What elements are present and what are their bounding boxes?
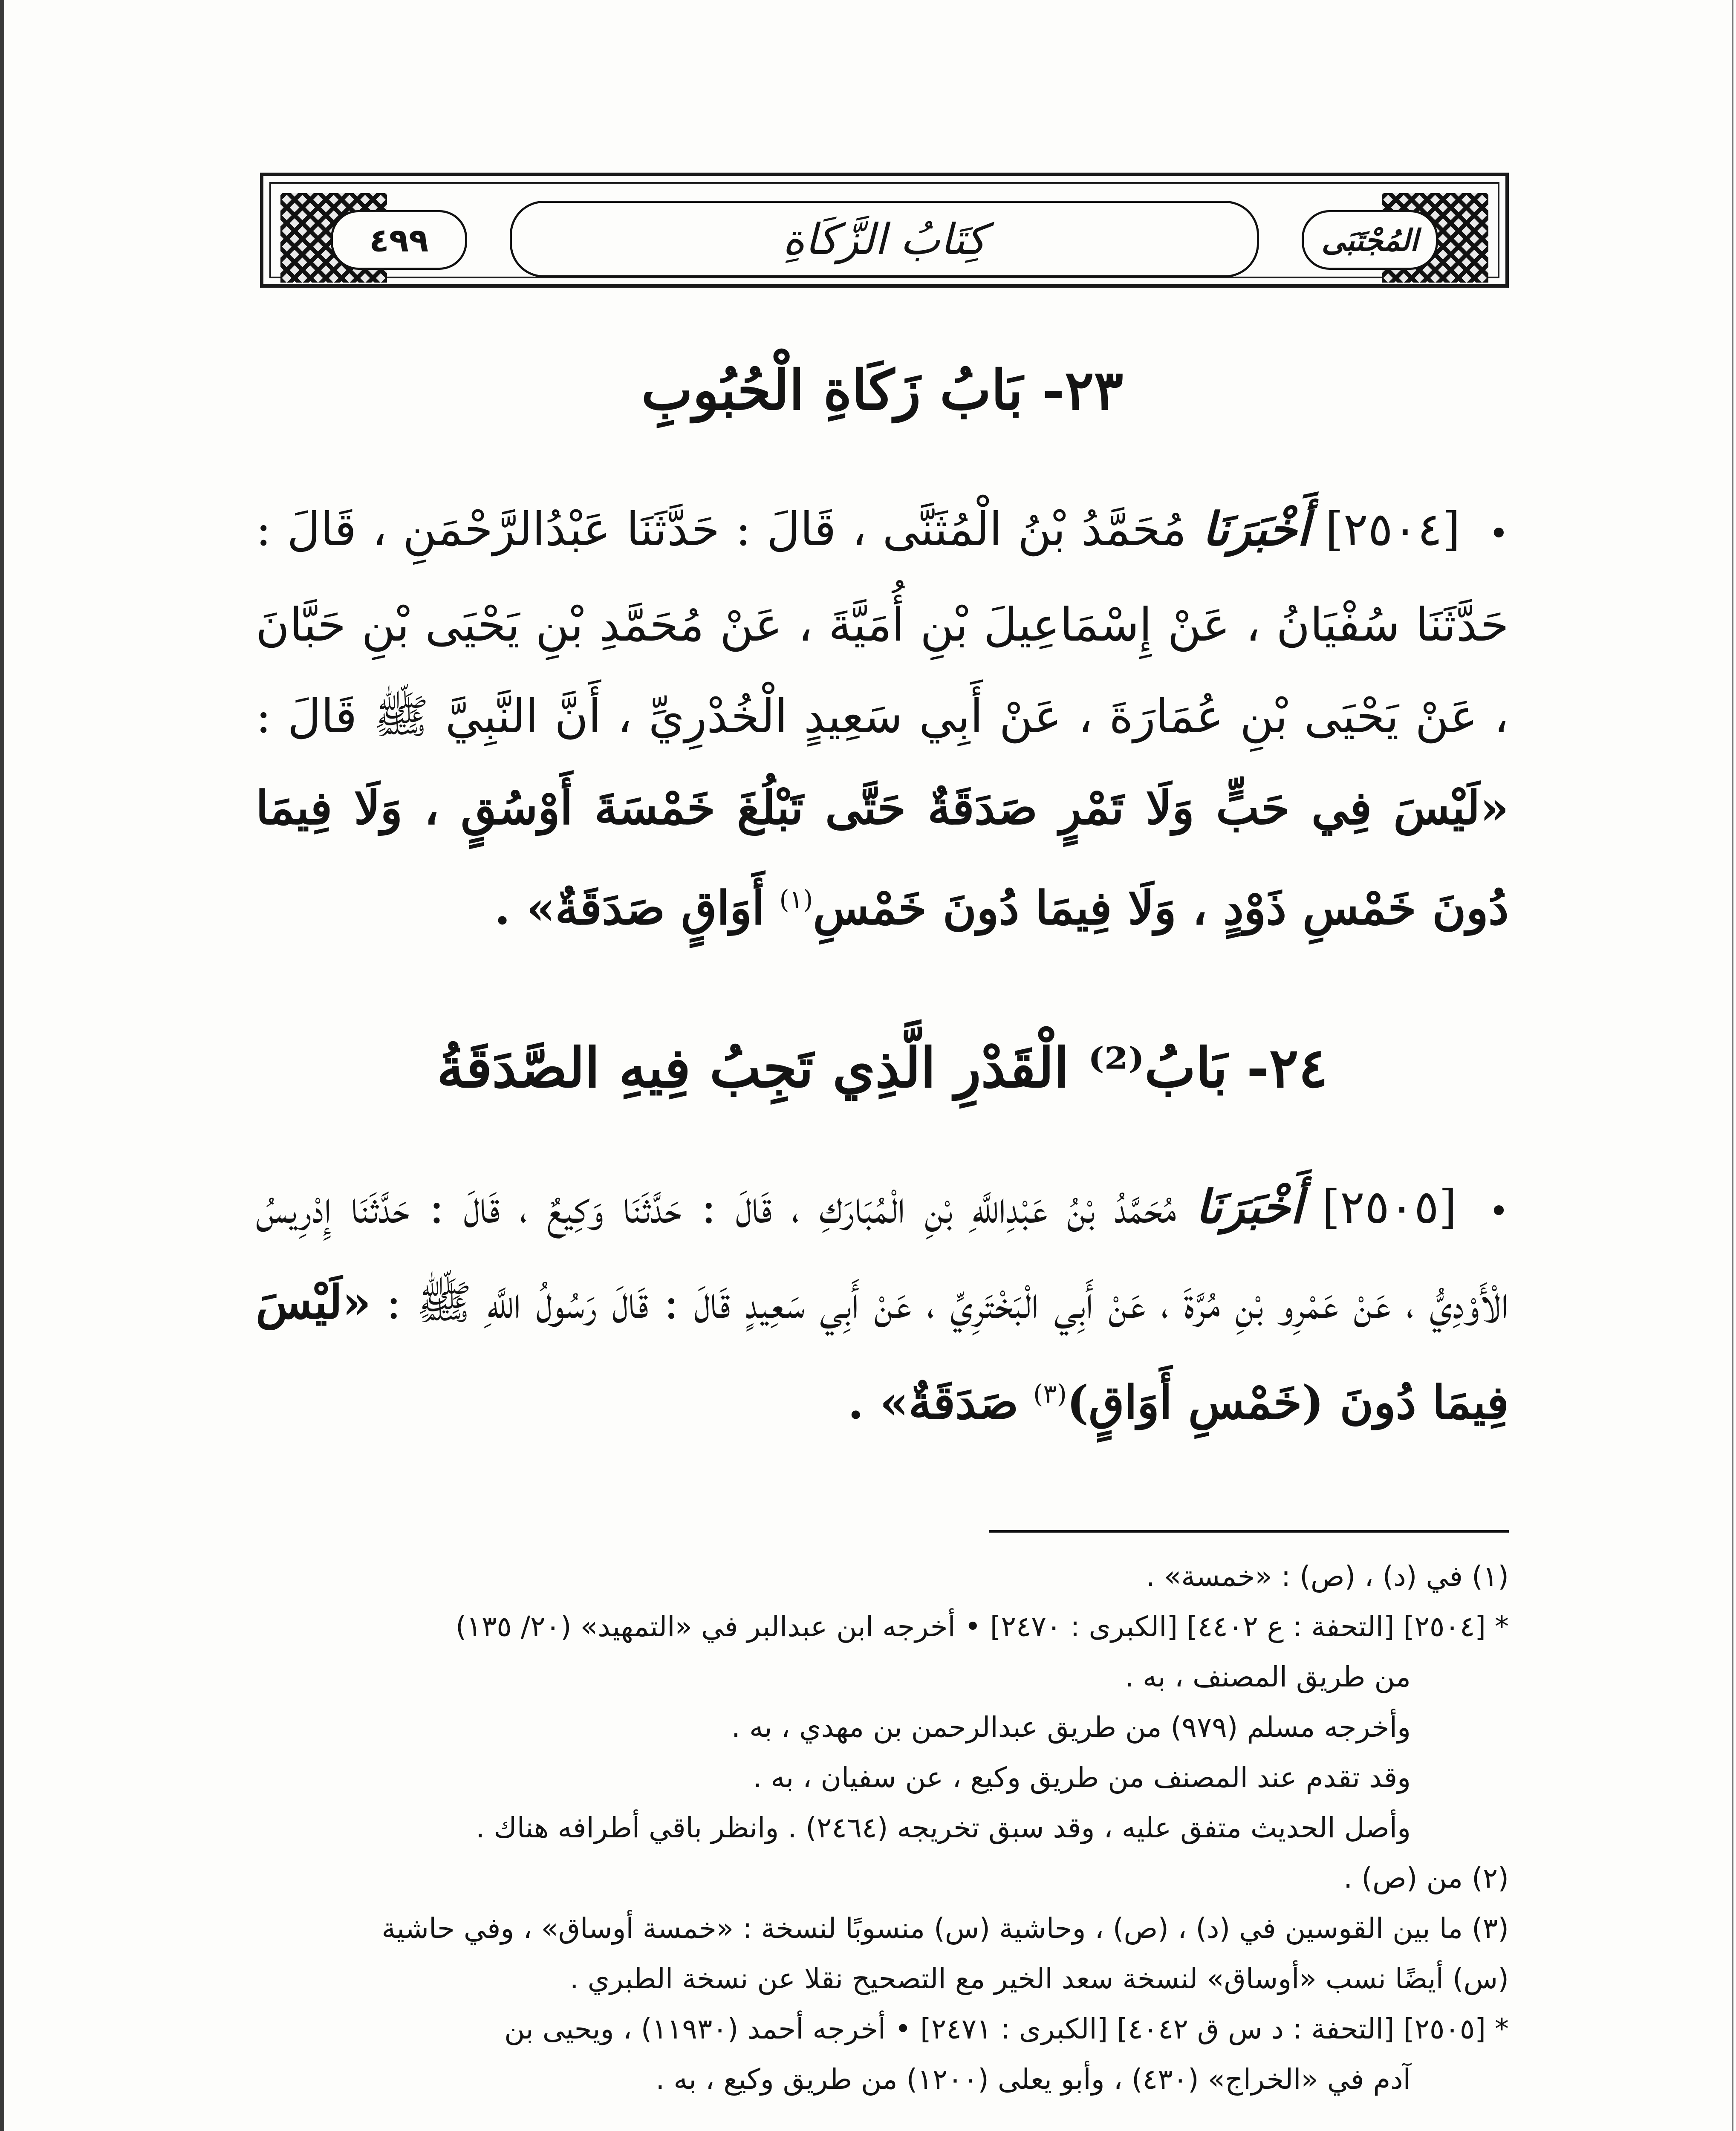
matn-text: «لَيْسَ فِي حَبٍّ وَلَا تَمْرٍ صَدَقَةٌ حَتَّى تَبْلُغَ خَمْسَةَ أَوْسُقٍ ، وَلَا فِيمَا دُونَ خَمْسِ ذَوْدٍ ، وَلَا فِيمَا دُونَ خَمْسِ — [256, 781, 1509, 935]
isnad-text: مُحَمَّدُ بْنُ الْمُثَنَّى ، قَالَ : حَدَّثَنَا عَبْدُالرَّحْمَنِ ، قَالَ : حَدَّثَنَا سُفْيَانُ ، عَنْ إِسْمَاعِيلَ بْنِ أُمَيَّةَ ، عَنْ مُحَمَّدِ بْنِ يَحْيَى بْنِ حَبَّانَ ، عَنْ يَحْيَى بْنِ عُمَارَةَ ، عَنْ أَبِي سَعِيدٍ الْخُدْرِيِّ ، أَنَّ النَّبِيَّ ﷺ قَالَ : — [256, 503, 1509, 743]
bullet-icon: • — [1488, 1191, 1509, 1231]
takhrij-note-line: آدم في «الخراج» (٤٣٠) ، وأبو يعلى (١٢٠٠) من طريق وكيع ، به . — [656, 2063, 1411, 2096]
takhrij-note: * [٢٥٠٤] [التحفة : ع ٤٤٠٢] [الكبرى : ٢٤٧٠] • أخرجه ابن عبدالبر في «التمهيد» (٢٠/ ١٣٥) — [455, 1610, 1509, 1643]
footnote: (٣) ما بين القوسين في (د) ، (ص) ، وحاشية (س) منسوبًا لنسخة : «خمسة أوساق» ، وفي حاشية — [381, 1912, 1509, 1945]
footnote-ref: (١) — [779, 885, 813, 915]
takhrij-note: * [٢٥٠٥] [التحفة : د س ق ٤٠٤٢] [الكبرى : ٢٤٧١] • أخرجه أحمد (١١٩٣٠) ، ويحيى بن — [504, 2013, 1509, 2045]
footnote: (٢) من (ص) . — [1343, 1862, 1509, 1894]
takhrij-note-line: من طريق المصنف ، به . — [1125, 1660, 1411, 1693]
hadith-paragraph — [256, 484, 1509, 954]
page-number: ٤٩٩ — [331, 210, 467, 270]
scan-edge-right — [1732, 0, 1733, 2131]
book-name: المُجْتَبَى — [1302, 210, 1438, 270]
matn-text-end: أَوَاقٍ صَدَقَةٌ» . — [494, 881, 765, 935]
chapter-heading: ٢٤- بَابُ⁽²⁾ الْقَدْرِ الَّذِي تَجِبُ فِيهِ الصَّدَقَةُ — [436, 1036, 1328, 1100]
matn-text: «لَيْسَ فِيمَا دُونَ (خَمْسِ أَوَاقٍ) — [256, 1276, 1509, 1429]
book-title: كِتَابُ الزَّكَاةِ — [782, 214, 987, 264]
isnad-opening: أَخْبَرَنَا — [1196, 1180, 1303, 1234]
running-header — [260, 173, 1509, 288]
footnotes — [256, 1551, 1509, 2105]
footnote: (١) في (د) ، (ص) : «خمسة» . — [1146, 1560, 1509, 1593]
takhrij-note-line: وأصل الحديث متفق عليه ، وقد سبق تخريجه (٢٤٦٤) . وانظر باقي أطرافه هناك . — [476, 1811, 1411, 1844]
isnad-opening: أَخْبَرَنَا — [1202, 502, 1310, 556]
hadith-number: [٢٥٠٥] — [1322, 1181, 1457, 1234]
isnad-text: مُحَمَّدُ بْنُ عَبْدِاللَّهِ بْنِ الْمُبَارَكِ ، قَالَ : حَدَّثَنَا وَكِيعٌ ، قَالَ : حَدَّثَنَا إِدْرِيسُ الْأَوْدِيُّ ، عَنْ عَمْرِو بْنِ مُرَّةَ ، عَنْ أَبِي الْبَخْتَرِيِّ ، عَنْ أَبِي سَعِيدٍ قَالَ : قَالَ رَسُولُ اللَّهِ ﷺ : — [256, 1181, 1509, 1329]
hadith-number: [٢٥٠٤] — [1325, 503, 1460, 556]
hadith-paragraph — [256, 1161, 1509, 1449]
footnote-line: (س) أيضًا نسب «أوساق» لنسخة سعد الخير مع التصحيح نقلا عن نسخة الطبري . — [569, 1962, 1509, 1995]
scan-edge-left — [0, 0, 4, 2131]
chapter-heading: ٢٣- بَابُ زَكَاةِ الْحُبُوبِ — [641, 358, 1124, 422]
bullet-icon: • — [1488, 514, 1509, 553]
footnote-ref: (٣) — [1033, 1379, 1067, 1409]
header-inner-frame — [269, 182, 1499, 278]
takhrij-note-line: وأخرجه مسلم (٩٧٩) من طريق عبدالرحمن بن مهدي ، به . — [731, 1711, 1411, 1744]
footnote-separator — [989, 1530, 1509, 1533]
takhrij-note-line: وقد تقدم عند المصنف من طريق وكيع ، عن سفيان ، به . — [753, 1761, 1411, 1794]
matn-text-end: صَدَقَةٌ» . — [847, 1376, 1019, 1429]
book-title-cartouche — [510, 201, 1259, 277]
